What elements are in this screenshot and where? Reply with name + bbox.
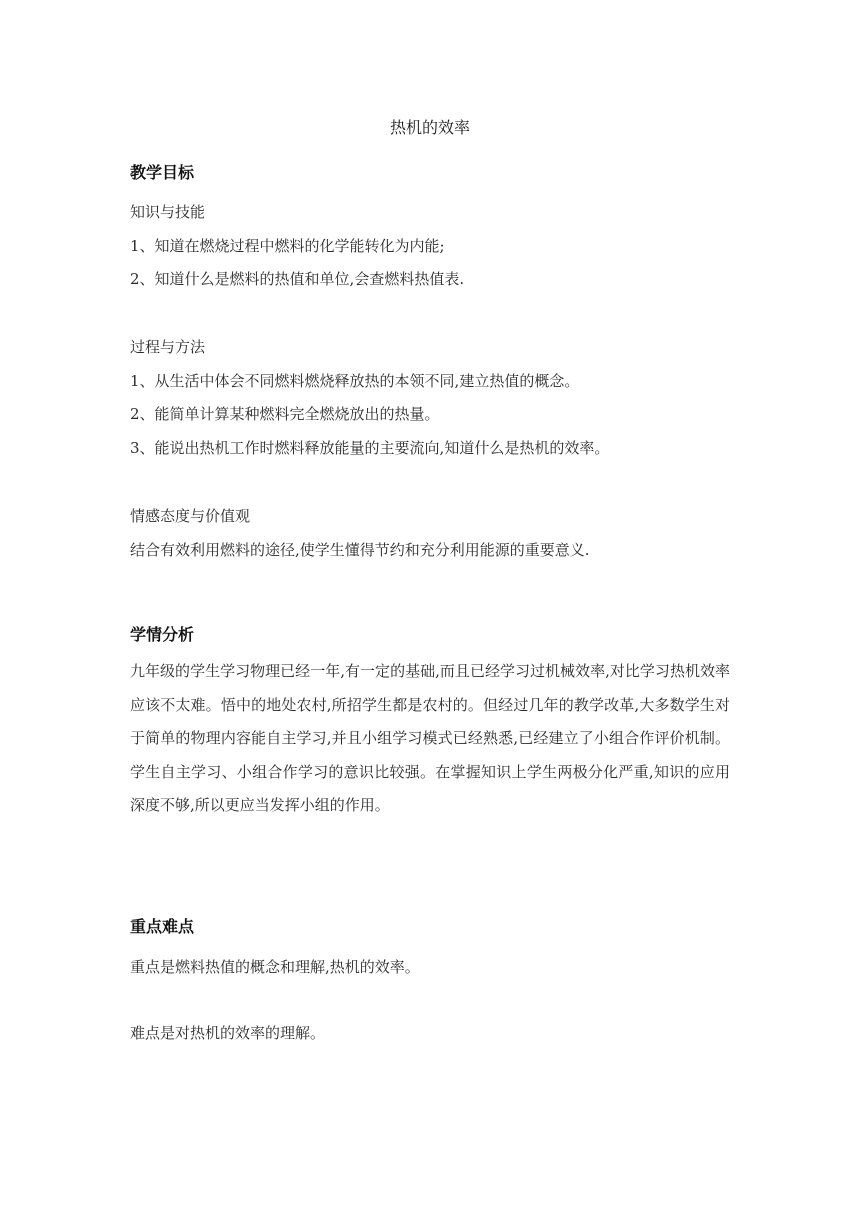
document-title: 热机的效率 (389, 118, 470, 137)
difficulty-text: 难点是对热机的效率的理解。 (130, 1024, 326, 1042)
process-item-1: 1、从生活中体会不同燃料燃烧释放热的本领不同,建立热值的概念。 (130, 372, 580, 390)
process-item-3: 3、能说出热机工作时燃料释放能量的主要流向,知道什么是热机的效率。 (130, 439, 610, 457)
emotion-values-label: 情感态度与价值观 (130, 507, 251, 525)
knowledge-item-2: 2、知道什么是燃料的热值和单位,会查燃料热值表. (130, 270, 465, 288)
process-item-2: 2、能简单计算某种燃料完全燃烧放出的热量。 (130, 405, 440, 423)
keypoints-heading: 重点难点 (130, 917, 195, 936)
knowledge-item-1: 1、知道在燃烧过程中燃料的化学能转化为内能; (130, 237, 445, 255)
emotion-values-text: 结合有效利用燃料的途径,使学生懂得节约和充分利用能源的重要意义. (130, 541, 590, 559)
knowledge-skills-label: 知识与技能 (130, 203, 206, 221)
key-point-text: 重点是燃料热值的概念和理解,热机的效率。 (130, 958, 420, 976)
analysis-paragraph: 九年级的学生学习物理已经一年,有一定的基础,而且已经学习过机械效率,对比学习热机效率应该不太难。悟中的地处农村,所招学生都是农村的。但经过几年的教学改革,大多数学生对于简单的物理内容能自主学习,并且小组学习模式已经熟悉,已经建立了小组合作评价机制。学生自主学习、小组合作学习的意识比较强。在掌握知识上学生两极分化严重,知识的应用深度不够,所以更应当发挥小组的作用。 (130, 662, 730, 814)
analysis-heading: 学情分析 (130, 625, 195, 644)
objectives-heading: 教学目标 (130, 163, 195, 182)
process-methods-label: 过程与方法 (130, 338, 206, 356)
